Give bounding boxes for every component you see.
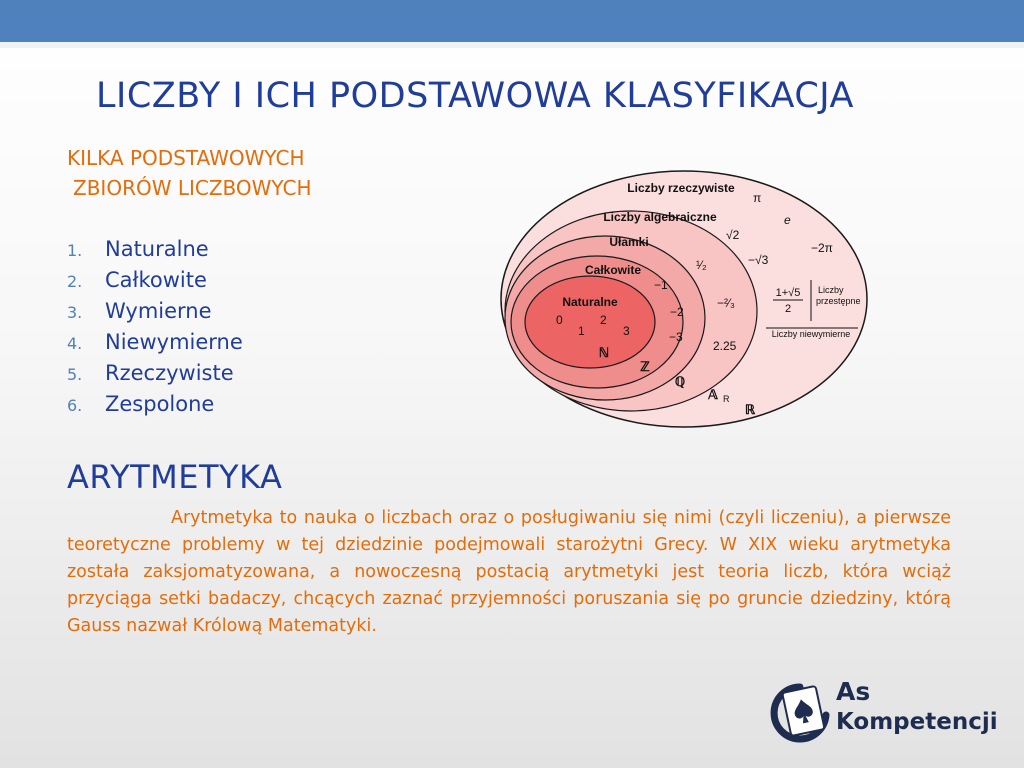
label-transcendental-line-2: przestępne bbox=[816, 296, 861, 306]
list-item-label: Niewymierne bbox=[105, 330, 243, 354]
list-item-label: Wymierne bbox=[105, 299, 212, 323]
list-number: 3. bbox=[67, 303, 83, 322]
symbol-reals: ℝ bbox=[744, 402, 756, 417]
value-zero: 0 bbox=[556, 313, 563, 327]
list-number: 2. bbox=[67, 272, 83, 291]
label-fractions: Ułamki bbox=[609, 235, 649, 249]
logo-line-1: As bbox=[836, 677, 871, 706]
value-minus-two: −2 bbox=[670, 305, 684, 319]
symbol-rationals: ℚ bbox=[674, 374, 686, 389]
list-number: 4. bbox=[67, 334, 83, 353]
list-item bbox=[67, 327, 243, 358]
list-item-label: Całkowite bbox=[105, 268, 207, 292]
value-minus-two-pi: −2π bbox=[811, 241, 833, 255]
list-item bbox=[67, 234, 243, 265]
list-item bbox=[67, 389, 243, 420]
set-naturals-ellipse bbox=[525, 276, 655, 368]
subheading bbox=[67, 143, 312, 203]
value-minus-sqrt-three: −√3 bbox=[748, 253, 769, 267]
list-item-label: Naturalne bbox=[105, 237, 209, 261]
value-minus-two-thirds: −²⁄₃ bbox=[717, 296, 735, 310]
value-two-point-two-five: 2.25 bbox=[713, 339, 737, 353]
list-number: 5. bbox=[67, 365, 83, 384]
value-two: 2 bbox=[600, 313, 607, 327]
value-three: 3 bbox=[623, 324, 630, 338]
value-pi: π bbox=[753, 191, 762, 205]
value-golden-ratio-denominator: 2 bbox=[784, 303, 792, 315]
number-sets-list bbox=[67, 234, 243, 420]
number-sets-diagram bbox=[498, 168, 870, 430]
label-integers: Całkowite bbox=[584, 263, 642, 277]
symbol-naturals: ℕ bbox=[598, 345, 610, 360]
symbol-integers: ℤ bbox=[640, 359, 650, 374]
symbol-algebraic-subscript: R bbox=[723, 394, 730, 404]
top-banner bbox=[0, 0, 1024, 42]
label-naturals: Naturalne bbox=[562, 295, 618, 309]
subheading-line-2: ZBIORÓW LICZBOWYCH bbox=[73, 176, 312, 200]
symbol-algebraic: 𝔸 bbox=[708, 387, 718, 402]
spade-card-logo-icon bbox=[770, 675, 832, 747]
slide-title: LICZBY I ICH PODSTAWOWA KLASYFIKACJA bbox=[96, 76, 854, 116]
subheading-line-1: KILKA PODSTAWOWYCH bbox=[67, 146, 305, 170]
label-real-numbers: Liczby rzeczywiste bbox=[627, 181, 735, 195]
list-item-label: Zespolone bbox=[105, 392, 215, 416]
value-minus-one: −1 bbox=[654, 278, 668, 292]
value-sqrt-two: √2 bbox=[726, 228, 740, 242]
label-transcendental-line-1: Liczby bbox=[818, 285, 844, 295]
label-algebraic-numbers: Liczby algebraiczne bbox=[603, 210, 717, 224]
value-golden-ratio-numerator: 1+√5 bbox=[775, 287, 801, 299]
label-irrational-numbers: Liczby niewymierne bbox=[771, 329, 851, 339]
value-minus-three: −3 bbox=[669, 330, 683, 344]
list-number: 6. bbox=[67, 396, 83, 415]
arithmetic-paragraph: Arytmetyka to nauka o liczbach oraz o posługiwaniu się nimi (czyli liczeniu), a pierwsze teoretyczne problemy w tej dziedzinie podejmowali starożytni Grecy. W XIX wieku arytmetyka została zaksjomatyzowana, a nowoczesną postacią arytmetyki jest teoria liczb, która wciąż przyciąga setki badaczy, chcących zaznać przyjemności poruszania się po gruncie dziedziny, którą Gauss nazwał Królową Matematyki. bbox=[67, 508, 951, 636]
list-number: 1. bbox=[67, 241, 83, 260]
logo-line-2: Kompetencji bbox=[836, 709, 998, 735]
section-title: ARYTMETYKA bbox=[67, 458, 283, 496]
list-item bbox=[67, 296, 243, 327]
value-e: e bbox=[784, 213, 791, 227]
value-one: 1 bbox=[578, 324, 585, 338]
value-one-half: ¹⁄₂ bbox=[696, 258, 707, 272]
list-item-label: Rzeczywiste bbox=[105, 361, 234, 385]
top-banner-divider bbox=[0, 42, 1024, 48]
list-item bbox=[67, 358, 243, 389]
as-kompetencji-logo bbox=[770, 675, 1000, 747]
list-item bbox=[67, 265, 243, 296]
